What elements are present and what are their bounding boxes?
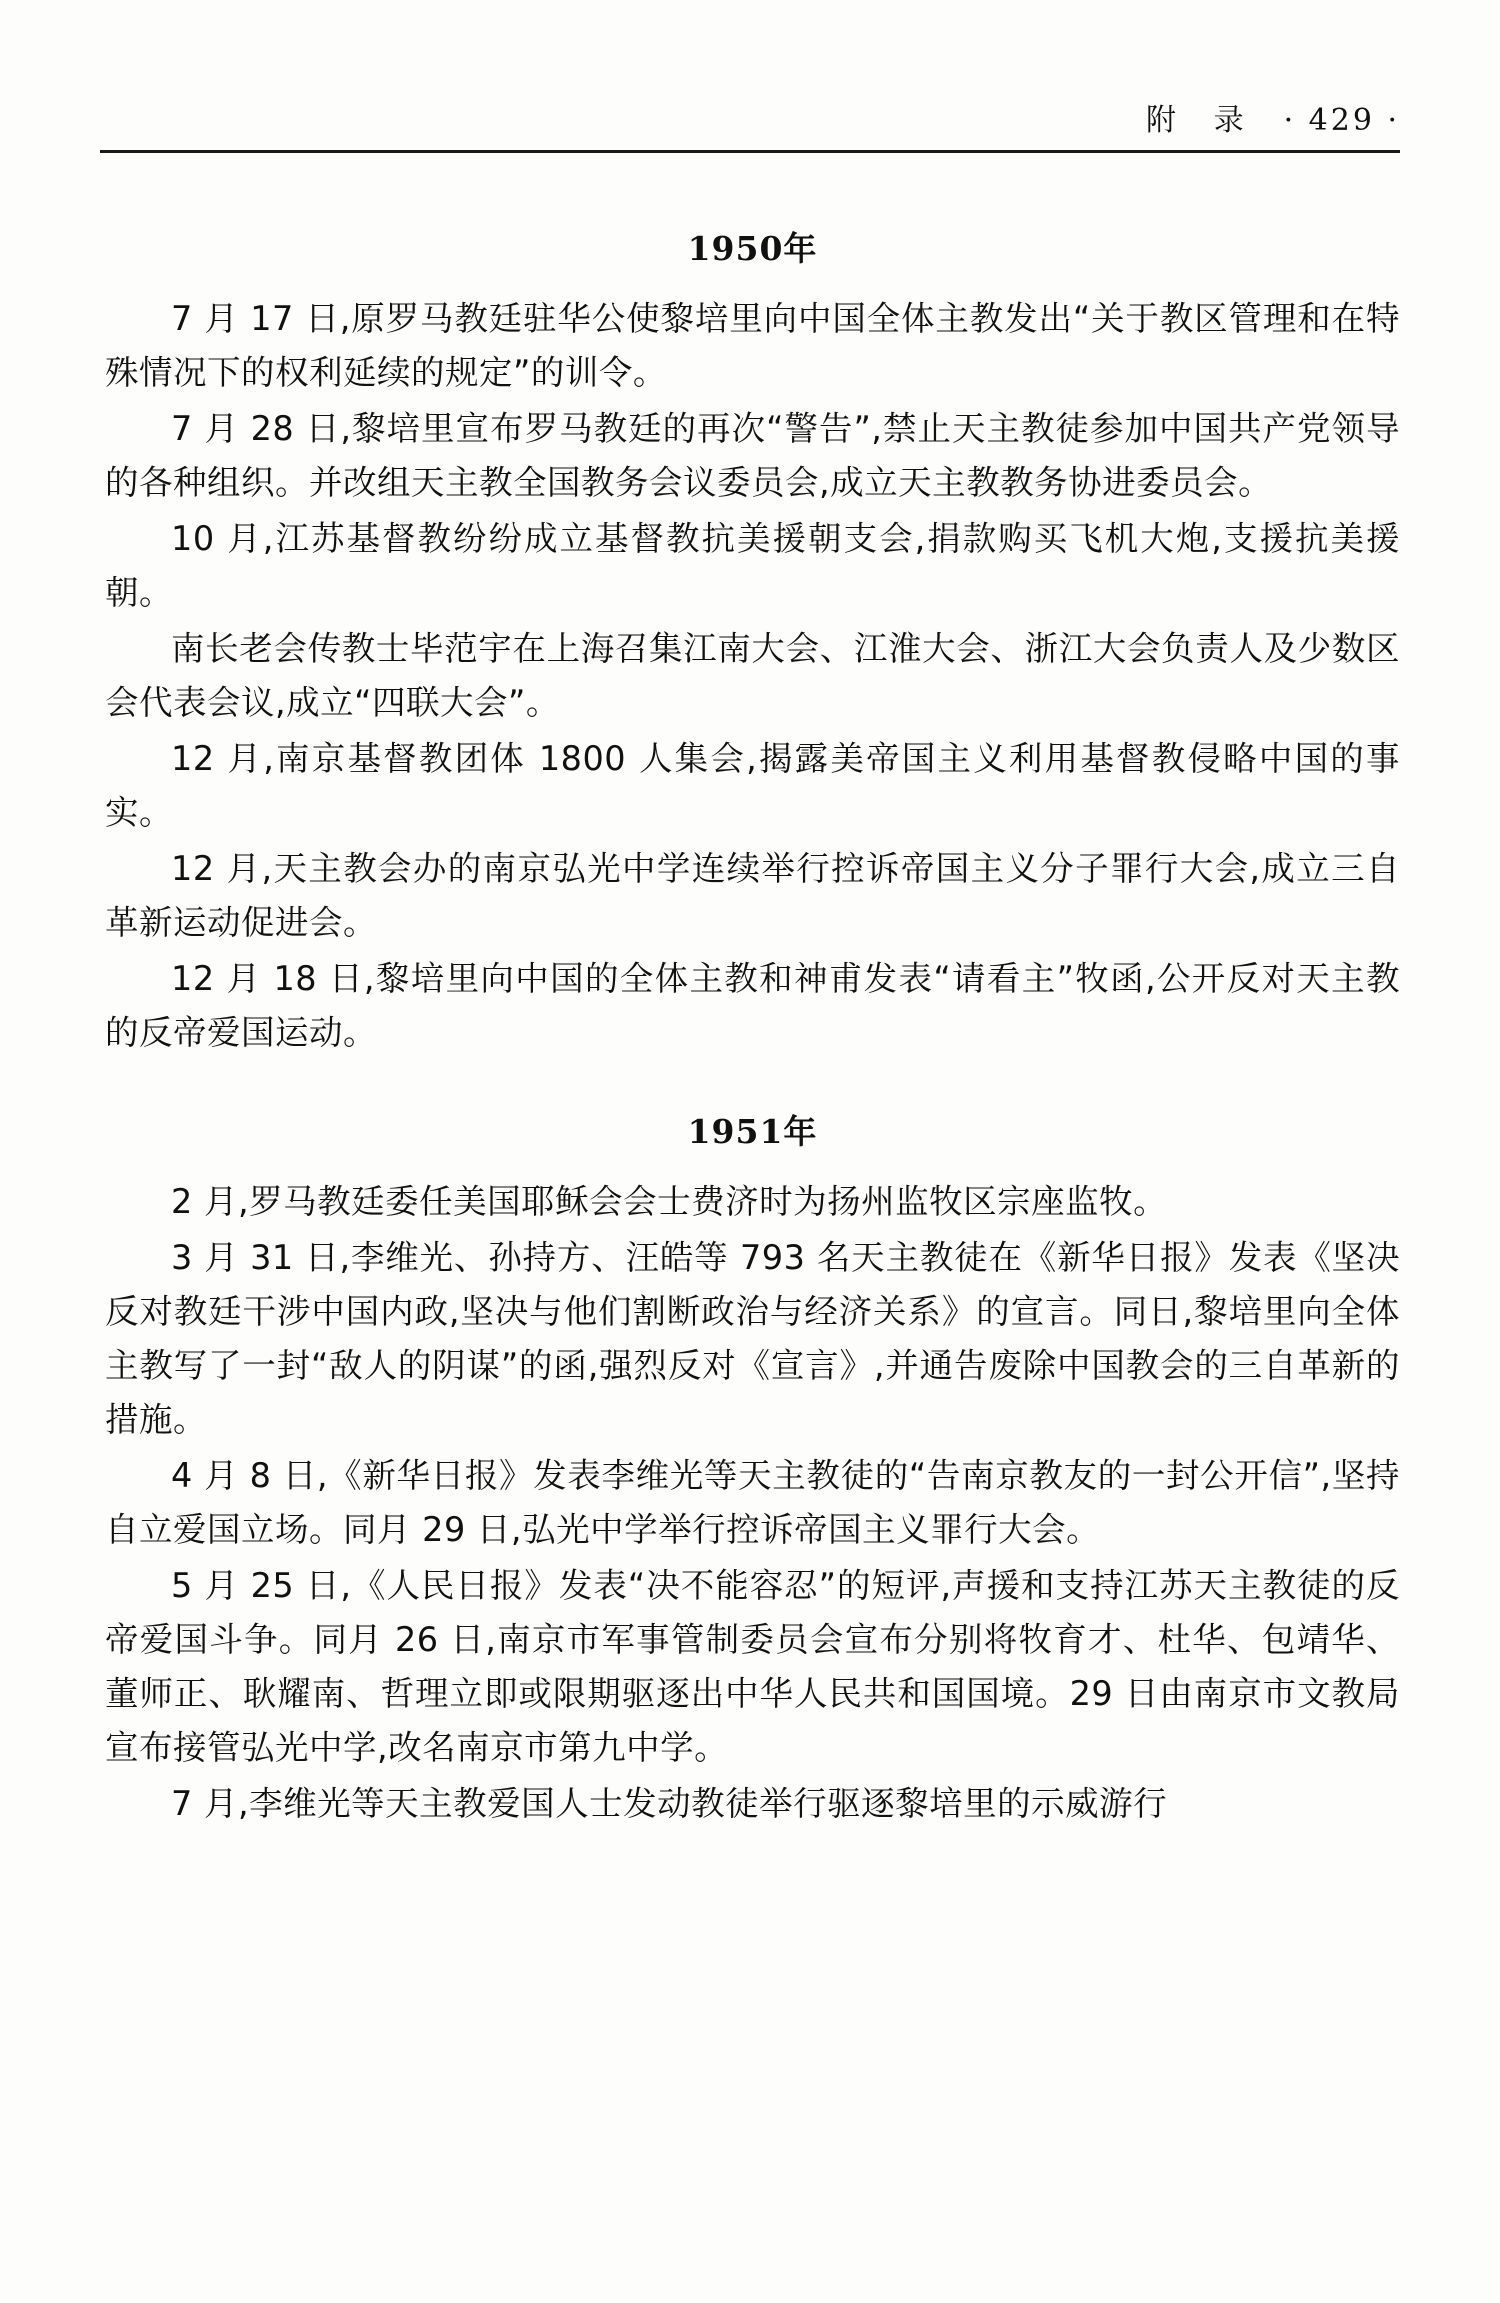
- year-suffix-1951: 年: [783, 1112, 818, 1151]
- year-number-1951: 1951: [687, 1112, 784, 1151]
- paragraph: 12 月,南京基督教团体 1800 人集会,揭露美帝国主义利用基督教侵略中国的事实。: [105, 739, 1400, 832]
- paragraph: 10 月,江苏基督教纷纷成立基督教抗美援朝支会,捐款购买飞机大炮,支援抗美援朝。: [105, 519, 1400, 612]
- year-number-1950: 1950: [687, 229, 784, 268]
- paragraph: 7 月 28 日,黎培里宣布罗马教廷的再次“警告”,禁止天主教徒参加中国共产党领导的各种组织。并改组天主教全国教务会议委员会,成立天主教教务协进委员会。: [105, 409, 1400, 502]
- paragraph: 7 月 17 日,原罗马教廷驻华公使黎培里向中国全体主教发出“关于教区管理和在特殊情况下的权利延续的规定”的训令。: [105, 299, 1400, 392]
- year-suffix-1950: 年: [783, 229, 818, 268]
- paragraph: 南长老会传教士毕范宇在上海召集江南大会、江淮大会、浙江大会负责人及少数区会代表会议,成立“四联大会”。: [105, 629, 1400, 722]
- paragraph: 12 月 18 日,黎培里向中国的全体主教和神甫发表“请看主”牧函,公开反对天主教的反帝爱国运动。: [105, 959, 1400, 1052]
- year-heading-1950: [105, 223, 1400, 270]
- page-content: [105, 205, 1400, 1833]
- page-header: [100, 95, 1400, 139]
- header-divider: [100, 150, 1400, 153]
- paragraph: 4 月 8 日,《新华日报》发表李维光等天主教徒的“告南京教友的一封公开信”,坚持自立爱国立场。同月 29 日,弘光中学举行控诉帝国主义罪行大会。: [105, 1456, 1400, 1549]
- page-number: · 429 ·: [1283, 103, 1400, 138]
- paragraph: 7 月,李维光等天主教爱国人士发动教徒举行驱逐黎培里的示威游行: [171, 1784, 1168, 1823]
- paragraph: 2 月,罗马教廷委任美国耶稣会会士费济时为扬州监牧区宗座监牧。: [171, 1182, 1168, 1221]
- paragraph: 5 月 25 日,《人民日报》发表“决不能容忍”的短评,声援和支持江苏天主教徒的反帝爱国斗争。同月 26 日,南京市军事管制委员会宣布分别将牧育才、杜华、包靖华、董师正、耿耀南、哲理立即或限期驱逐出中华人民共和国国境。29 日由南京市文教局宣布接管弘光中学,改名南京市第九中学。: [105, 1566, 1400, 1767]
- section-spacer: [105, 1062, 1400, 1088]
- header-section-label: 附 录: [1146, 103, 1258, 138]
- year-heading-1951: [105, 1106, 1400, 1153]
- paragraph: 3 月 31 日,李维光、孙持方、汪皓等 793 名天主教徒在《新华日报》发表《坚决反对教廷干涉中国内政,坚决与他们割断政治与经济关系》的宣言。同日,黎培里向全体主教写了一封“敌人的阴谋”的函,强烈反对《宣言》,并通告废除中国教会的三自革新的措施。: [105, 1238, 1400, 1439]
- paragraph: 12 月,天主教会办的南京弘光中学连续举行控诉帝国主义分子罪行大会,成立三自革新运动促进会。: [105, 849, 1400, 942]
